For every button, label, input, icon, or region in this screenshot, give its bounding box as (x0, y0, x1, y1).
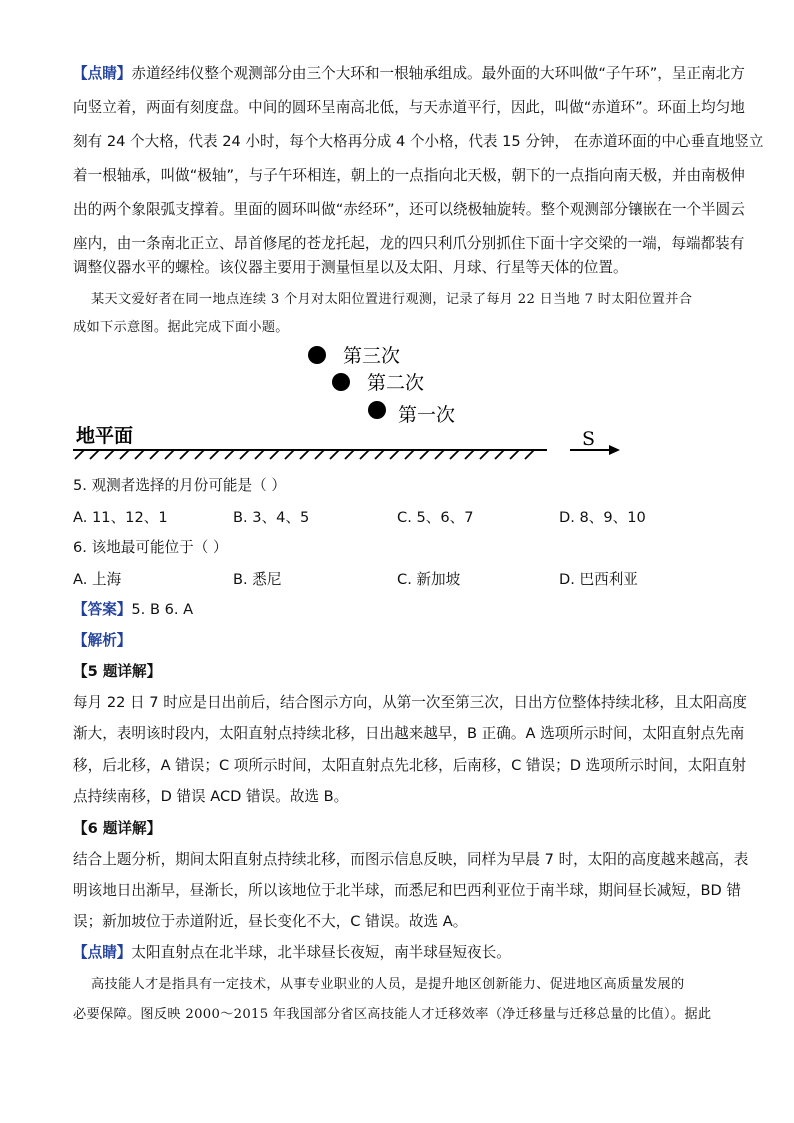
hatch-mark (150, 450, 159, 459)
next-material-line-1: 高技能人才是指具有一定技术，从事专业职业的人员，是提升地区创新能力、促进地区高质量发展的 (91, 977, 685, 992)
sun-first-dot (368, 401, 386, 419)
paragraph-line: 出的两个象限弧支撑着。里面的圆环叫做“赤经环”，还可以绕极轴旋转。整个观测部分镶嵌在一个半圆云 (73, 201, 745, 218)
detail-5-line: 每月 22 日 7 时应是日出前后，结合图示方向，从第一次至第三次，日出方位整体持续北移，且太阳高度 (73, 694, 747, 711)
intro-line-2: 成如下示意图。据此完成下面小题。 (73, 320, 289, 335)
answer-tag: 【答案】 (73, 601, 132, 618)
q5-option-a: A. 11、12、1 (73, 509, 168, 526)
hatch-mark (495, 450, 504, 459)
intro-line-1: 某天文爱好者在同一地点连续 3 个月对太阳位置进行观测，记录了每月 22 日当地 7 时太阳位置并合 (91, 292, 693, 307)
hatch-mark (225, 450, 234, 459)
hatch-mark (75, 450, 84, 459)
next-material-line-2: 必要保障。图反映 2000～2015 年我国部分省区高技能人才迁移效率（净迁移量与迁移总量的比值）。据此 (73, 1007, 712, 1022)
horizon-label: 地平面 (76, 425, 134, 447)
q5-option-c: C. 5、6、7 (397, 509, 474, 526)
hatch-mark (270, 450, 279, 459)
q5-option-d: D. 8、9、10 (559, 509, 646, 526)
q6-option-b: B. 悉尼 (233, 571, 282, 588)
sun-first-label: 第一次 (398, 404, 456, 426)
detail-5-line: 点持续南移，D 错误 ACD 错误。故选 B。 (73, 788, 349, 805)
sun-third-dot (308, 346, 326, 364)
hatch-mark (210, 450, 219, 459)
detail-6-line: 误；新加坡位于赤道附近，昼长变化不大，C 错误。故选 A。 (73, 913, 468, 930)
hatch-mark (480, 450, 489, 459)
q5-option-b: B. 3、4、5 (233, 509, 310, 526)
hatch-mark (285, 450, 294, 459)
hatch-mark (510, 450, 519, 459)
hatch-mark (195, 450, 204, 459)
hatch-mark (180, 450, 189, 459)
hatch-mark (405, 450, 414, 459)
answer-line (73, 598, 193, 619)
paragraph-line: 调整仪器水平的螺栓。该仪器主要用于测量恒星以及太阳、月球、行星等天体的位置。 (73, 259, 628, 276)
q6-option-c: C. 新加坡 (397, 571, 461, 588)
hatch-mark (330, 450, 339, 459)
q6-option-d: D. 巴西利亚 (559, 571, 638, 588)
sun-second-dot (332, 373, 350, 391)
analysis-tag: 【解析】 (73, 632, 132, 649)
hatch-mark (420, 450, 429, 459)
hatch-mark (135, 450, 144, 459)
hatch-mark (165, 450, 174, 459)
hatch-mark (525, 450, 534, 459)
detail-5-line: 渐大，表明该时段内，太阳直射点持续北移，日出越来越早，B 正确。A 选项所示时间，太阳直射点先南 (73, 725, 745, 742)
hatch-mark (450, 450, 459, 459)
sun-third-label: 第三次 (343, 345, 401, 367)
detail-6-line: 明该地日出渐早，昼渐长，所以该地位于北半球，而悉尼和巴西利亚位于南半球，期间昼长减短，BD 错 (73, 882, 742, 899)
answer-text: 5. B 6. A (131, 601, 194, 618)
hatch-mark (390, 450, 399, 459)
dianjing-2-tag: 【点睛】 (73, 944, 132, 961)
hatch-mark (300, 450, 309, 459)
paragraph-line: 向竖立着，两面有刻度盘。中间的圆环呈南高北低，与天赤道平行，因此，叫做“赤道环”。环面上均匀地 (73, 99, 745, 116)
paragraph-line: 刻有 24 个大格，代表 24 小时，每个大格再分成 4 个小格，代表 15 分钟， 在赤道环面的中心垂直地竖立 (73, 133, 764, 150)
hatch-mark (240, 450, 249, 459)
detail-6-tag: 【6 题详解】 (73, 820, 162, 837)
hatch-mark (315, 450, 324, 459)
hatch-mark (90, 450, 99, 459)
hatch-mark (465, 450, 474, 459)
detail-5-tag: 【5 题详解】 (73, 663, 162, 680)
dianjing-2-line (73, 941, 511, 962)
sun-second-label: 第二次 (367, 372, 425, 394)
direction-arrow-head (609, 445, 620, 455)
sun-position-diagram (60, 335, 700, 470)
q6-option-a: A. 上海 (73, 571, 122, 588)
hatch-mark (435, 450, 444, 459)
ground-hatching (75, 450, 534, 459)
dianjing-tag: 【点睛】 (73, 65, 132, 82)
hatch-mark (105, 450, 114, 459)
paragraph-line: 着一根轴承，叫做“极轴”，与子午环相连，朝上的一点指向北天极，朝下的一点指向南天极，并由南极伸 (73, 167, 745, 184)
paragraph-line: 座内，由一条南北正立、昂首修尾的苍龙托起，龙的四只利爪分别抓住下面十字交梁的一端，每端都装有 (73, 235, 745, 252)
question-6-stem: 6. 该地最可能位于（ ） (73, 539, 228, 556)
hatch-mark (360, 450, 369, 459)
question-5-stem: 5. 观测者选择的月份可能是（ ） (73, 477, 286, 494)
hatch-mark (120, 450, 129, 459)
detail-6-line: 结合上题分析，期间太阳直射点持续北移，而图示信息反映，同样为早晨 7 时，太阳的高度越来越高，表 (73, 851, 749, 868)
detail-5-line: 移，后北移，A 错误；C 项所示时间，太阳直射点先北移，后南移，C 错误；D 选项所示时间，太阳直射 (73, 757, 747, 774)
hatch-mark (255, 450, 264, 459)
direction-label: S (582, 428, 596, 450)
paragraph-line: 【点睛】赤道经纬仪整个观测部分由三个大环和一根轴承组成。最外面的大环叫做“子午环”，呈正南北方 (73, 65, 745, 82)
hatch-mark (345, 450, 354, 459)
dianjing-2-text: 太阳直射点在北半球，北半球昼长夜短，南半球昼短夜长。 (131, 944, 511, 961)
hatch-mark (375, 450, 384, 459)
